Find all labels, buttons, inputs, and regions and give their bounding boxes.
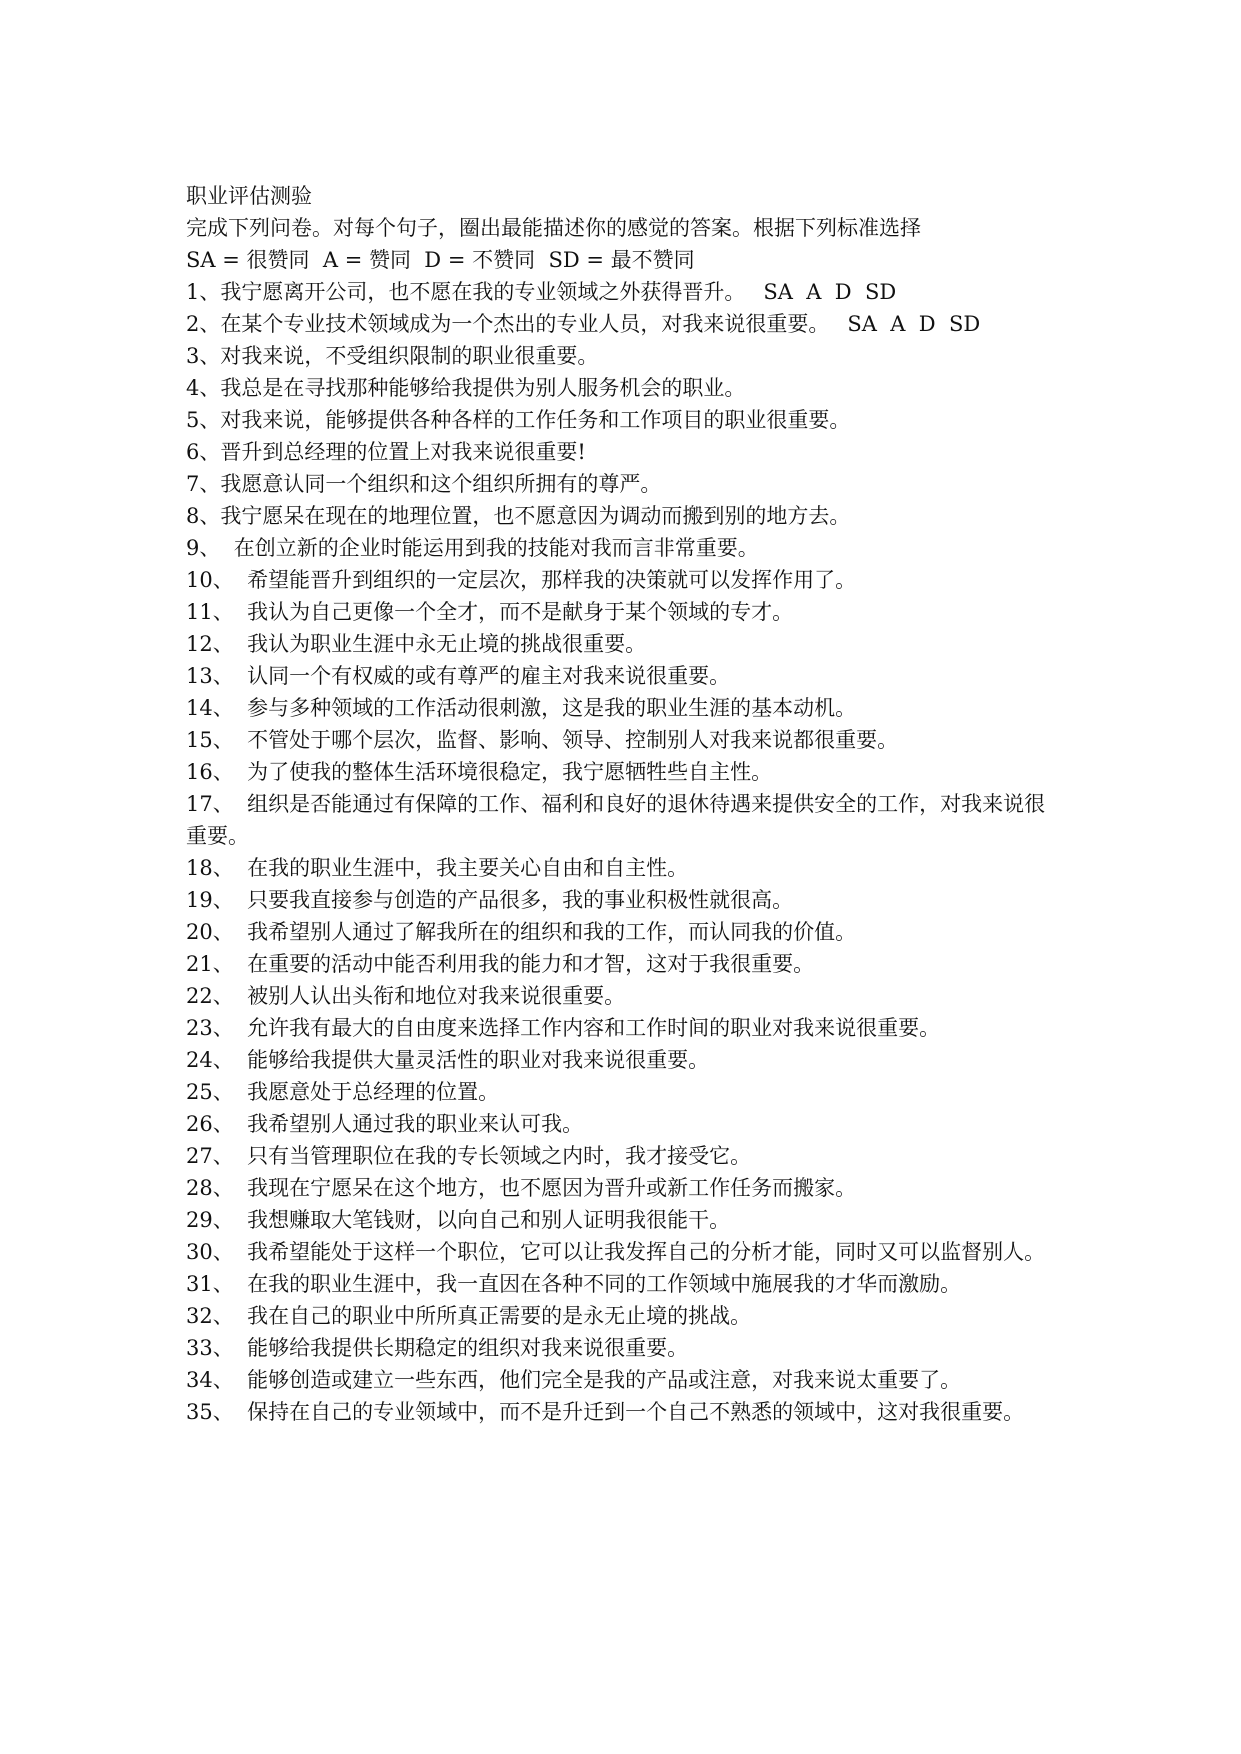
question-item: [186, 1300, 1066, 1332]
question-item: [186, 628, 1066, 660]
question-number: 35、: [186, 1400, 234, 1424]
question-text: 被别人认出头衔和地位对我来说很重要。: [233, 984, 626, 1008]
question-text: 能够创造或建立一些东西，他们完全是我的产品或注意，对我来说太重要了。: [233, 1368, 962, 1392]
scale-legend: SA = 很赞同 A = 赞同 D = 不赞同 SD = 最不赞同: [186, 248, 695, 272]
question-text: 保持在自己的专业领域中，而不是升迁到一个自己不熟悉的领域中，这对我很重要。: [233, 1400, 1025, 1424]
question-text: 我认为职业生涯中永无止境的挑战很重要。: [233, 632, 647, 656]
question-number: 34、: [186, 1368, 234, 1392]
question-item: [186, 372, 1066, 404]
question-item: [186, 1204, 1066, 1236]
question-item: [186, 1140, 1066, 1172]
question-number: 32、: [186, 1304, 234, 1328]
question-item: [186, 1332, 1066, 1364]
question-number: 27、: [186, 1144, 234, 1168]
question-item: [186, 404, 1066, 436]
document-page: [186, 180, 1066, 1428]
question-text: 只要我直接参与创造的产品很多，我的事业积极性就很高。: [233, 888, 794, 912]
question-number: 24、: [186, 1048, 234, 1072]
question-item: [186, 692, 1066, 724]
instructions-text: 完成下列问卷。对每个句子，圈出最能描述你的感觉的答案。根据下列标准选择: [186, 216, 921, 240]
question-text: 参与多种领域的工作活动很刺激，这是我的职业生涯的基本动机。: [233, 696, 857, 720]
question-number: 22、: [186, 984, 234, 1008]
question-text: 我希望别人通过我的职业来认可我。: [233, 1112, 584, 1136]
question-number: 10、: [186, 568, 234, 592]
question-item: [186, 1396, 1066, 1428]
question-text: 我在自己的职业中所所真正需要的是永无止境的挑战。: [233, 1304, 752, 1328]
question-text: 不管处于哪个层次，监督、影响、领导、控制别人对我来说都很重要。: [233, 728, 899, 752]
question-item: [186, 276, 1066, 308]
question-text: 我愿意认同一个组织和这个组织所拥有的尊严。: [220, 472, 662, 496]
question-number: 21、: [186, 952, 234, 976]
question-text: 我愿意处于总经理的位置。: [233, 1080, 500, 1104]
question-text: 我认为自己更像一个全才，而不是献身于某个领域的专才。: [233, 600, 794, 624]
question-text: 我希望别人通过了解我所在的组织和我的工作，而认同我的价值。: [233, 920, 857, 944]
question-item: [186, 468, 1066, 500]
question-text: 我总是在寻找那种能够给我提供为别人服务机会的职业。: [220, 376, 746, 400]
question-number: 8、: [186, 504, 221, 528]
question-item: [186, 852, 1066, 884]
question-text: 认同一个有权威的或有尊严的雇主对我来说很重要。: [233, 664, 731, 688]
question-list: [186, 276, 1066, 1428]
question-number: 15、: [186, 728, 234, 752]
question-number: 11、: [186, 600, 234, 624]
question-text: 为了使我的整体生活环境很稳定，我宁愿牺牲些自主性。: [233, 760, 773, 784]
question-text: 能够给我提供大量灵活性的职业对我来说很重要。: [233, 1048, 710, 1072]
question-text: 我宁愿呆在现在的地理位置，也不愿意因为调动而搬到别的地方去。: [220, 504, 851, 528]
question-item: [186, 1076, 1066, 1108]
document-title: 职业评估测验: [186, 184, 312, 208]
question-number: 6、: [186, 440, 221, 464]
question-item: [186, 916, 1066, 948]
question-item: [186, 948, 1066, 980]
question-item: [186, 660, 1066, 692]
question-number: 26、: [186, 1112, 234, 1136]
question-item: [186, 436, 1066, 468]
question-text: 晋升到总经理的位置上对我来说很重要!: [220, 440, 586, 464]
question-number: 28、: [186, 1176, 234, 1200]
question-text: 我想赚取大笔钱财，以向自己和别人证明我很能干。: [233, 1208, 731, 1232]
question-text: 组织是否能通过有保障的工作、福利和良好的退休待遇来提供安全的工作，对我来说很重要。: [186, 792, 1046, 848]
question-number: 14、: [186, 696, 234, 720]
question-item: [186, 884, 1066, 916]
question-item: [186, 340, 1066, 372]
question-number: 25、: [186, 1080, 234, 1104]
question-number: 20、: [186, 920, 234, 944]
question-item: [186, 756, 1066, 788]
question-text: 只有当管理职位在我的专长领域之内时，我才接受它。: [233, 1144, 752, 1168]
question-number: 30、: [186, 1240, 234, 1264]
question-number: 13、: [186, 664, 234, 688]
question-number: 29、: [186, 1208, 234, 1232]
question-item: [186, 532, 1066, 564]
question-item: [186, 308, 1066, 340]
question-number: 4、: [186, 376, 221, 400]
question-text: 在重要的活动中能否利用我的能力和才智，这对于我很重要。: [233, 952, 815, 976]
question-text: 对我来说，不受组织限制的职业很重要。: [220, 344, 599, 368]
question-number: 33、: [186, 1336, 234, 1360]
question-number: 3、: [186, 344, 221, 368]
question-number: 31、: [186, 1272, 234, 1296]
question-item: [186, 980, 1066, 1012]
question-item: [186, 564, 1066, 596]
question-item: [186, 1268, 1066, 1300]
question-text: 在我的职业生涯中，我一直因在各种不同的工作领域中施展我的才华而激励。: [233, 1272, 962, 1296]
question-item: [186, 724, 1066, 756]
question-number: 1、: [186, 280, 221, 304]
question-number: 16、: [186, 760, 234, 784]
question-text: 希望能晋升到组织的一定层次，那样我的决策就可以发挥作用了。: [233, 568, 857, 592]
question-text: 在某个专业技术领域成为一个杰出的专业人员，对我来说很重要。: [220, 312, 830, 336]
question-text: 我现在宁愿呆在这个地方，也不愿因为晋升或新工作任务而搬家。: [233, 1176, 857, 1200]
question-number: 7、: [186, 472, 221, 496]
question-item: [186, 788, 1066, 852]
question-number: 19、: [186, 888, 234, 912]
question-item: [186, 1364, 1066, 1396]
question-number: 2、: [186, 312, 221, 336]
question-text: 我宁愿离开公司，也不愿在我的专业领域之外获得晋升。: [220, 280, 746, 304]
question-number: 17、: [186, 792, 234, 816]
answer-scale: SA A D SD: [847, 312, 981, 336]
question-item: [186, 1172, 1066, 1204]
question-item: [186, 1236, 1066, 1268]
question-number: 23、: [186, 1016, 234, 1040]
question-text: 对我来说，能够提供各种各样的工作任务和工作项目的职业很重要。: [220, 408, 851, 432]
question-text: 能够给我提供长期稳定的组织对我来说很重要。: [233, 1336, 689, 1360]
question-text: 允许我有最大的自由度来选择工作内容和工作时间的职业对我来说很重要。: [233, 1016, 941, 1040]
question-text: 在创立新的企业时能运用到我的技能对我而言非常重要。: [220, 536, 759, 560]
question-item: [186, 596, 1066, 628]
question-number: 9、: [186, 536, 221, 560]
question-number: 12、: [186, 632, 234, 656]
question-text: 在我的职业生涯中，我主要关心自由和自主性。: [233, 856, 689, 880]
question-item: [186, 1012, 1066, 1044]
answer-scale: SA A D SD: [763, 280, 897, 304]
question-number: 5、: [186, 408, 221, 432]
question-item: [186, 1108, 1066, 1140]
question-item: [186, 500, 1066, 532]
question-text: 我希望能处于这样一个职位，它可以让我发挥自己的分析才能，同时又可以监督别人。: [233, 1240, 1046, 1264]
question-number: 18、: [186, 856, 234, 880]
question-item: [186, 1044, 1066, 1076]
